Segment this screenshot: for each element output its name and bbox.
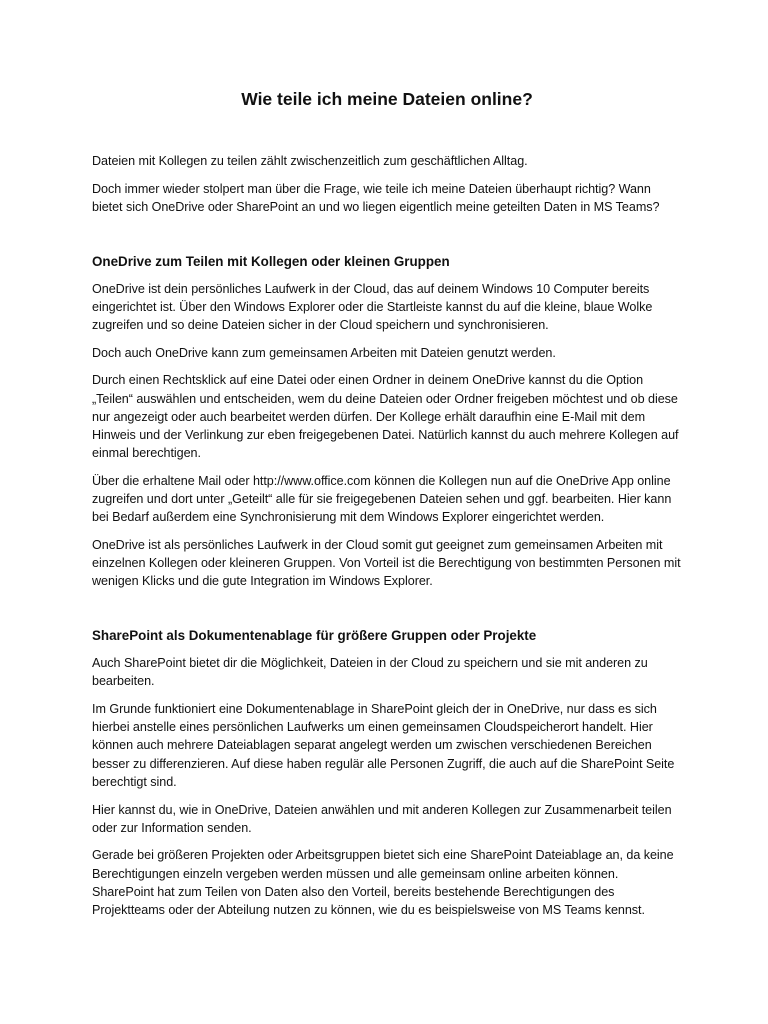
document-title: Wie teile ich meine Dateien online?	[241, 89, 533, 109]
document-body	[92, 152, 682, 929]
spacer	[92, 226, 682, 252]
spacer	[92, 600, 682, 626]
onedrive-paragraph-5: OneDrive ist als persönliches Laufwerk in der Cloud somit gut geeignet zum gemeinsamen Arbeiten mit einzelnen Kollegen oder kleineren Gruppen. Von Vorteil ist die Berechtigung von bestimmten Personen mit wenigen Klicks und die gute Integration im Windows Explorer.	[92, 538, 681, 589]
intro-paragraph-2: Doch immer wieder stolpert man über die Frage, wie teile ich meine Dateien überhaupt richtig? Wann bietet sich OneDrive oder SharePoint an und wo liegen eigentlich meine geteilten Daten in MS Teams?	[92, 181, 660, 214]
section-heading-onedrive: OneDrive zum Teilen mit Kollegen oder kleinen Gruppen	[92, 253, 450, 269]
intro-paragraph-1: Dateien mit Kollegen zu teilen zählt zwischenzeitlich zum geschäftlichen Alltag.	[92, 154, 528, 168]
section-heading-sharepoint: SharePoint als Dokumentenablage für größere Gruppen oder Projekte	[92, 628, 537, 644]
onedrive-paragraph-1: OneDrive ist dein persönliches Laufwerk in der Cloud, das auf deinem Windows 10 Computer bereits eingerichtet ist. Über den Windows Explorer oder die Startleiste kannst du auf die kleine, blaue Wolke zugreifen und so deine Dateien sicher in der Cloud speichern und synchronisieren.	[92, 281, 653, 333]
sharepoint-paragraph-1: Auch SharePoint bietet dir die Möglichkeit, Dateien in der Cloud zu speichern und sie mit anderen zu bearbeiten.	[92, 656, 648, 689]
sharepoint-paragraph-4: Gerade bei größeren Projekten oder Arbeitsgruppen bietet sich eine SharePoint Dateiablage an, da keine Berechtigungen einzeln vergeben werden müssen und alle gemeinsam online arbeiten können. SharePoint hat zum Teilen von Daten also den Vorteil, bereits bestehende Berechtigungen des Projektteams oder der Abteilung nutzen zu können, wie du es beispielsweise von MS Teams kennst.	[92, 848, 674, 918]
onedrive-paragraph-3: Durch einen Rechtsklick auf eine Datei oder einen Ordner in deinem OneDrive kannst du die Option „Teilen“ auswählen und entscheiden, wem du deine Dateien oder Ordner freigeben möchtest und ob diese nur angezeigt oder auch bearbeitet werden dürfen. Der Kollege erhält daraufhin eine E-Mail mit dem Hinweis und der Verlinkung zur eben freigegebenen Datei. Natürlich kannst du auch mehrere Kollegen auf einmal berechtigen.	[92, 373, 679, 461]
sharepoint-paragraph-3: Hier kannst du, wie in OneDrive, Dateien anwählen und mit anderen Kollegen zur Zusammenarbeit teilen oder zur Information senden.	[92, 802, 672, 835]
onedrive-paragraph-4: Über die erhaltene Mail oder http://www.office.com können die Kollegen nun auf die OneDrive App online zugreifen und dort unter „Geteilt“ alle für sie freigegebenen Dateien sehen und ggf. bearbeiten. Hier kann bei Bedarf außerdem eine Synchronisierung mit dem Windows Explorer eingerichtet werden.	[92, 473, 672, 525]
sharepoint-paragraph-2: Im Grunde funktioniert eine Dokumentenablage in SharePoint gleich der in OneDrive, nur dass es sich hierbei anstelle eines persönlichen Laufwerks um einen gemeinsamen Cloudspeicherort handelt. Hier können auch mehrere Dateiablagen separat angelegt werden um zwischen verschiedenen Bereichen besser zu differenzieren. Auf diese haben regulär alle Personen Zugriff, die auch auf die SharePoint Seite berechtigt sind.	[92, 702, 675, 789]
onedrive-paragraph-2: Doch auch OneDrive kann zum gemeinsamen Arbeiten mit Dateien genutzt werden.	[92, 345, 556, 360]
